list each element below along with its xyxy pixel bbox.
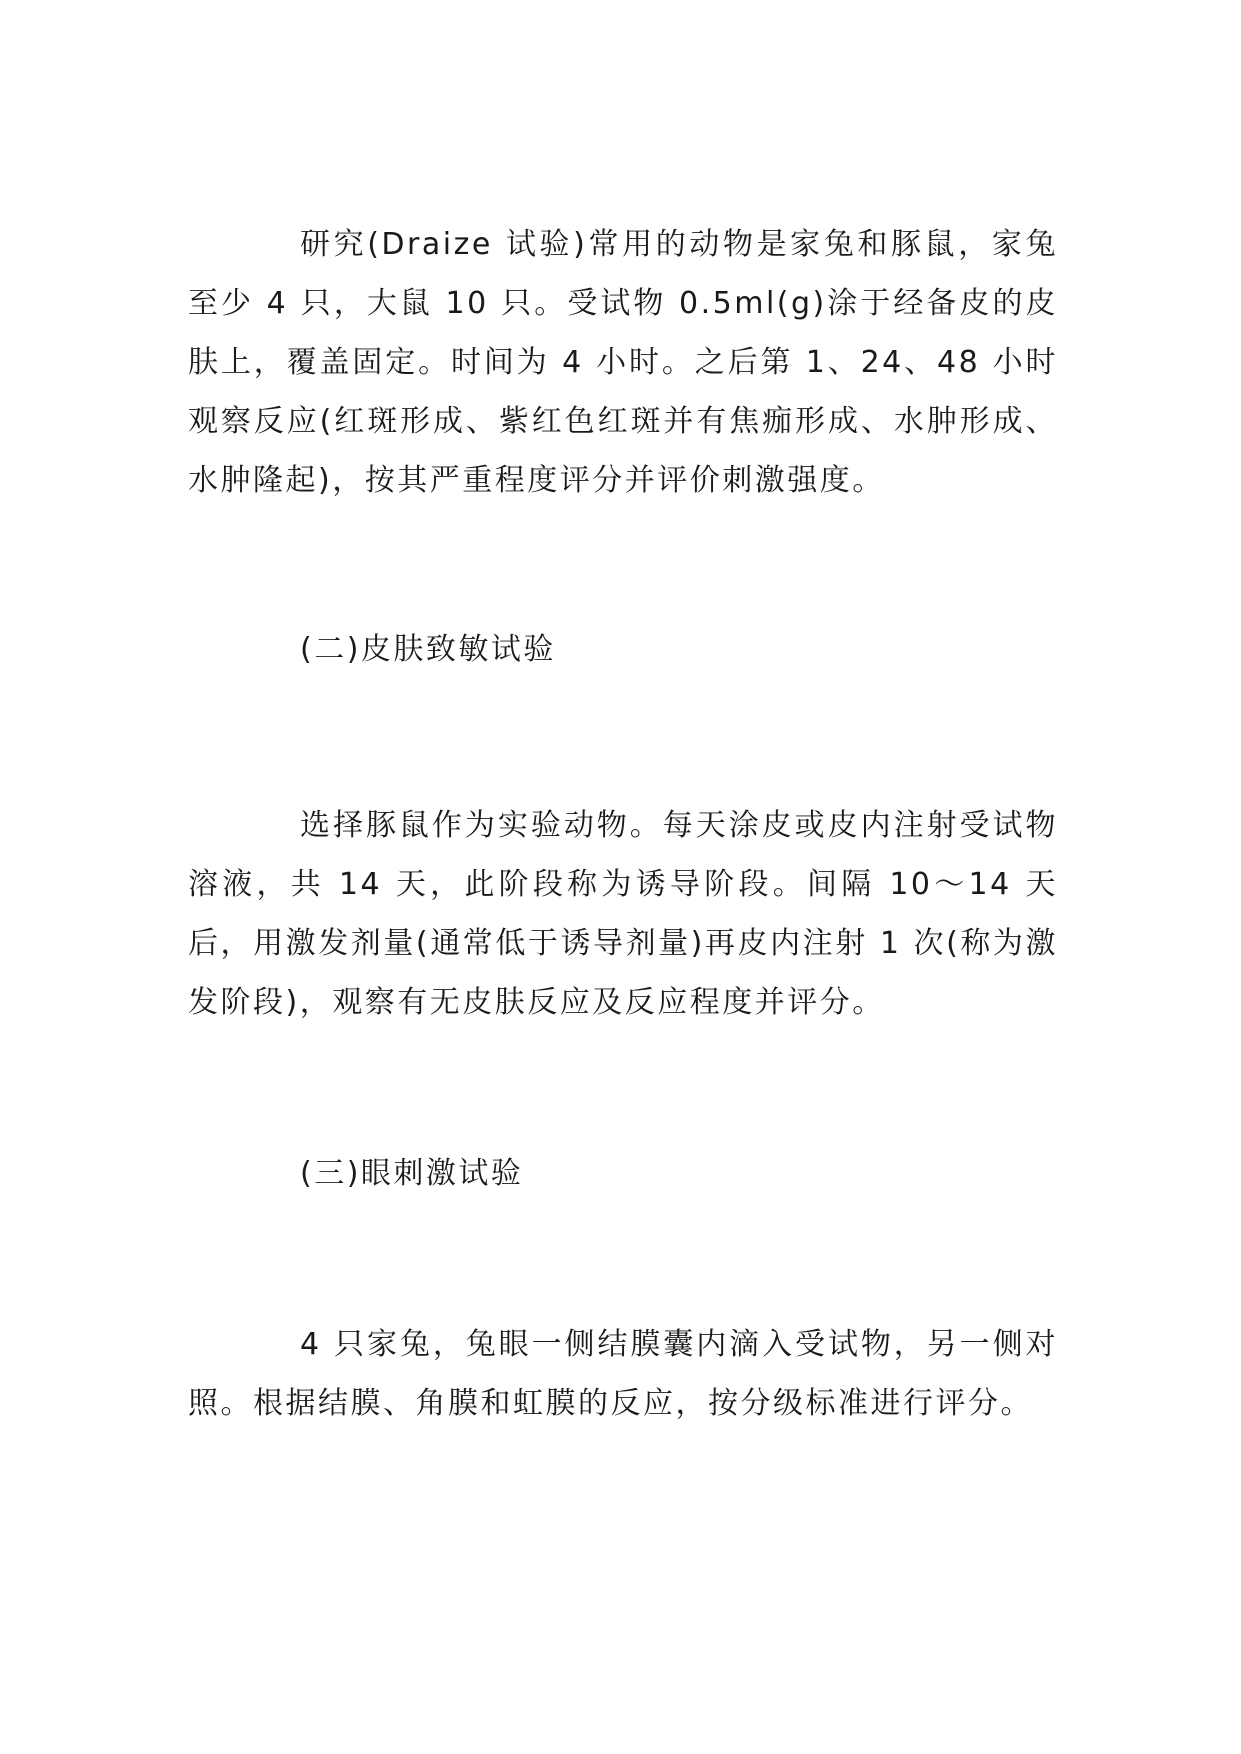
section-heading-skin-sensitization: (二)皮肤致敏试验 bbox=[300, 632, 556, 667]
paragraph-skin-sensitization-method: 选择豚鼠作为实验动物。每天涂皮或皮内注射受试物溶液，共 14 天，此阶段称为诱导阶段。间隔 10～14 天后，用激发剂量(通常低于诱导剂量)再皮内注射 1 次(称为激发阶段)，观察有无皮肤反应及反应程度并评分。 bbox=[188, 808, 1058, 1020]
paragraph-eye-irritation-method: 4 只家兔，兔眼一侧结膜囊内滴入受试物，另一侧对照。根据结膜、角膜和虹膜的反应，按分级标准进行评分。 bbox=[188, 1327, 1058, 1421]
section-heading-eye-irritation: (三)眼刺激试验 bbox=[300, 1156, 524, 1191]
paragraph-skin-irritation-method: 研究(Draize 试验)常用的动物是家兔和豚鼠，家兔至少 4 只，大鼠 10 只。受试物 0.5ml(g)涂于经备皮的皮肤上，覆盖固定。时间为 4 小时。之后第 1、24、48 小时观察反应(红斑形成、紫红色红斑并有焦痂形成、水肿形成、水肿隆起)，按其严重程度评分并评价刺激强度。 bbox=[188, 227, 1058, 498]
